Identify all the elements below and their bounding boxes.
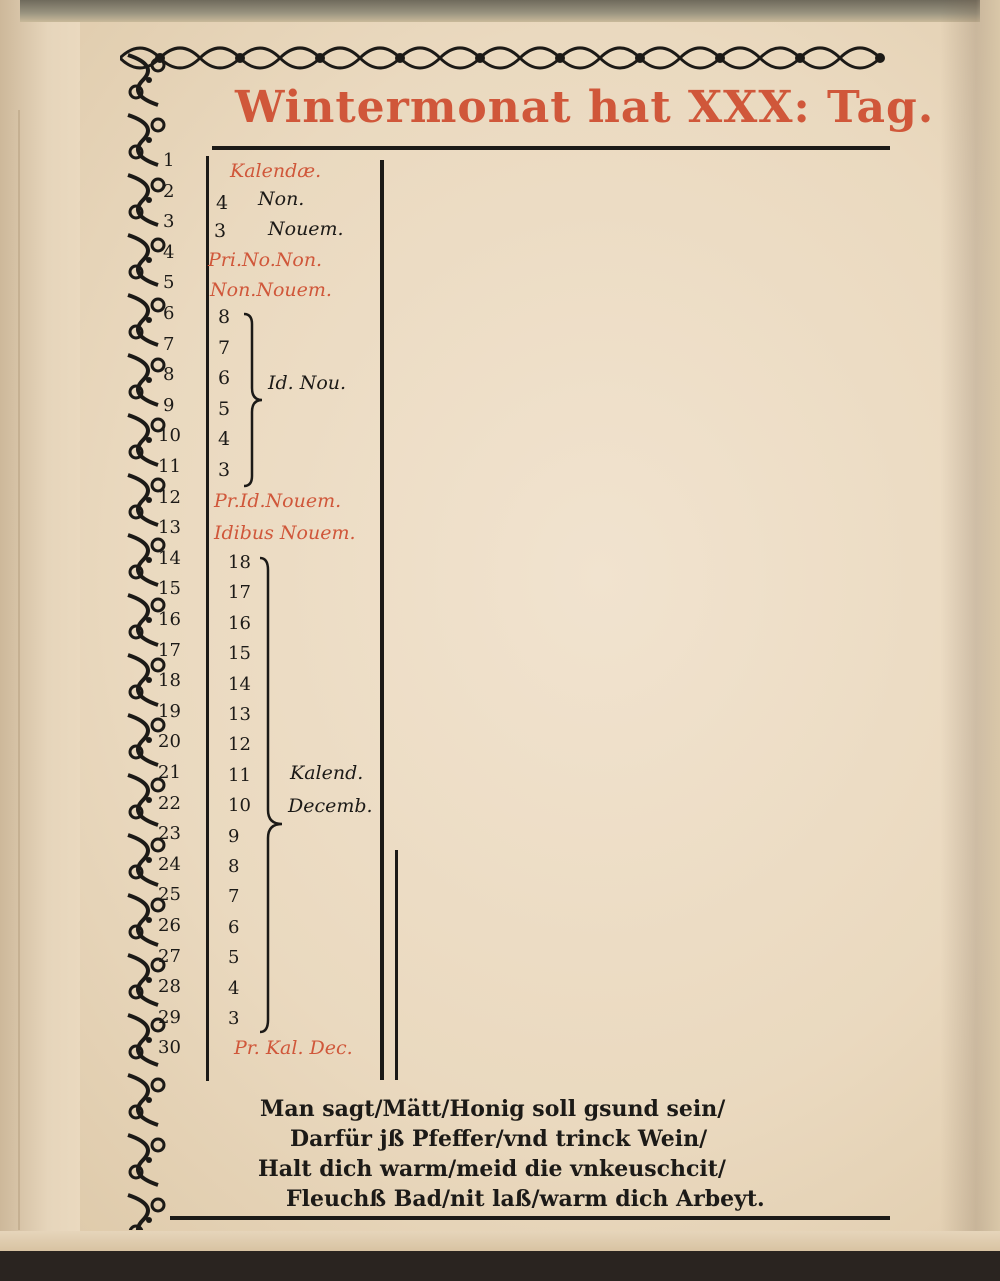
day-number: 6 [163,303,175,324]
kalends-count-number: 13 [228,704,251,725]
day-number: 29 [158,1006,181,1028]
ides-count-number: 4 [218,428,231,451]
day-number: 3 [163,211,175,233]
day-number: 11 [158,456,181,477]
gutter-crease [18,110,20,1230]
ides-count-number: 5 [218,397,231,420]
entry-pr-kal-dec: Pr. Kal. Dec. [234,1037,353,1059]
day-number: 24 [158,853,181,875]
kalends-count-number: 6 [228,916,240,938]
kalends-count-number: 3 [228,1008,240,1029]
verse-line-2: Darfür jß Pfeffer/vnd trinck Wein/ [290,1126,708,1152]
kalends-count-number: 17 [228,582,251,604]
ides-count-number: 6 [218,367,231,390]
kalends-count-number: 10 [228,795,251,817]
entry-nouem: Nouem. [268,218,344,240]
ides-brace [240,312,266,488]
kalends-count-number: 16 [228,612,251,634]
kalends-count-number: 9 [228,825,240,847]
ides-count-number: 8 [218,306,231,328]
day-number: 16 [158,609,181,630]
entry-kalendae: Kalendæ. [230,160,322,182]
day-number: 14 [158,547,181,569]
day-number: 9 [163,394,175,416]
book-gutter [0,0,80,1281]
day-number: 26 [158,915,181,936]
day-number: 22 [158,792,181,814]
entry-id-nou: Id. Nou. [268,372,347,394]
day-number: 8 [163,364,175,386]
kalends-brace [256,556,286,1036]
verse-line-1: Man sagt/Mätt/Honig soll gsund sein/ [260,1096,726,1122]
page-title: Wintermonat hat XXX: Tag. [235,82,935,133]
day-number: 27 [158,945,181,967]
page-right-edge [940,0,1000,1281]
entry-kalend: Kalend. [290,762,364,784]
entry-pr-id-nouem: Pr.Id.Nouem. [214,490,342,512]
day-number: 25 [158,884,181,906]
entry-decemb: Decemb. [288,795,373,817]
entry-non-nouem: Non.Nouem. [210,279,332,301]
day-number: 18 [158,670,181,692]
day-number: 20 [158,731,181,753]
entry-idibus-nouem: Idibus Nouem. [214,522,356,544]
background-surface [0,1251,1000,1281]
kalends-count-number: 11 [228,764,251,786]
kalends-count-number: 14 [228,673,251,695]
day-number: 5 [163,272,175,294]
verse-line-3: Halt dich warm/meid die vnkeuschcit/ [258,1156,726,1182]
day-number: 30 [158,1037,181,1059]
day-number: 15 [158,578,181,600]
day-number: 10 [158,425,181,447]
kalends-count-number: 5 [228,947,240,969]
entry-non: Non. [258,188,305,210]
kalends-count-number: 8 [228,856,240,877]
day-number: 1 [163,150,175,171]
day-number: 28 [158,976,181,998]
kalends-count-number: 4 [228,977,240,999]
kalends-count-number: 7 [228,886,240,908]
day-number: 7 [163,333,175,355]
day-number: 19 [158,700,181,722]
page-stack-edge [20,0,980,22]
bottom-rule [170,1216,890,1220]
entry-num-4: 4 [216,192,229,214]
day-number: 21 [158,762,181,783]
kalends-count-number: 15 [228,643,251,665]
kalends-count-number: 18 [228,552,251,573]
day-number: 2 [163,180,175,202]
title-rule [212,146,890,150]
day-number: 23 [158,823,181,845]
ides-count-number: 3 [218,459,231,481]
column-rule-right [380,160,384,1080]
column-rule-left [206,156,209,1081]
day-number: 12 [158,486,181,508]
page-bottom-edge [0,1231,1000,1251]
day-number: 13 [158,517,181,539]
kalends-count-number: 12 [228,734,251,756]
ornamental-top-border [120,38,895,78]
verse-line-4: Fleuchß Bad/nit laß/warm dich Arbeyt. [286,1186,765,1212]
day-number: 4 [163,241,175,263]
ides-count-number: 7 [218,336,231,359]
day-number: 17 [158,639,181,661]
entry-pri-no-non: Pri.No.Non. [208,249,323,271]
entry-num-3: 3 [214,220,227,242]
column-rule-right-lower [395,850,398,1080]
